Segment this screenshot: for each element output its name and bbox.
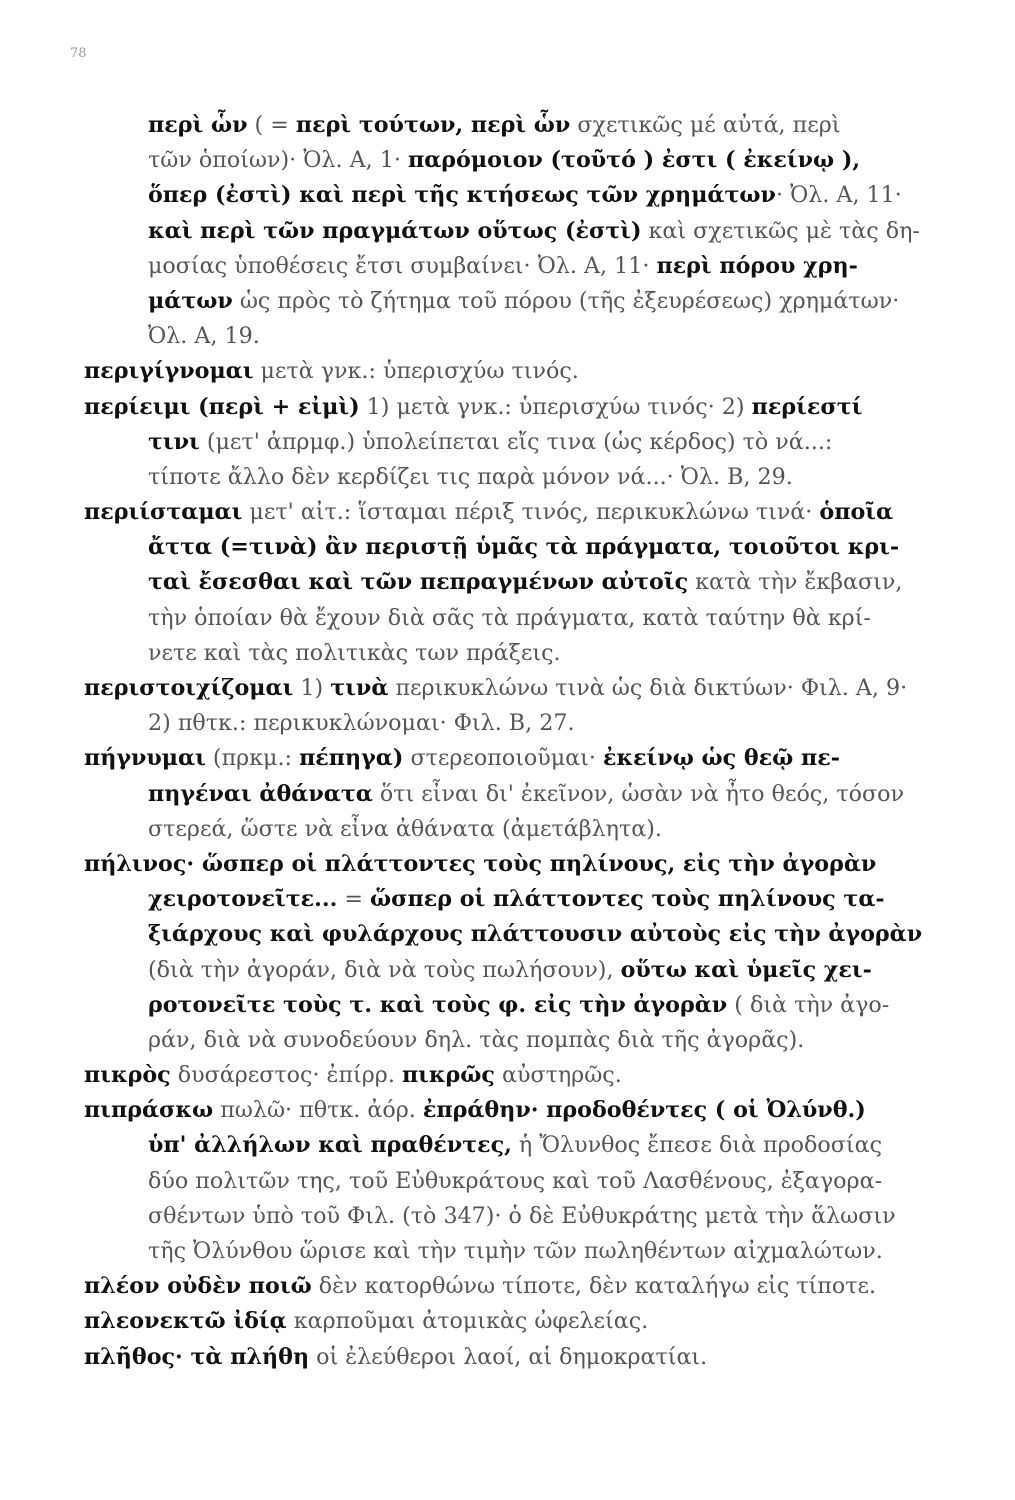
definition-text: 2) πθτκ.: περικυκλώνομαι· Φιλ. Β, 27. [148,710,575,737]
definition-text: τῆς Ὀλύνθου ὥρισε καὶ τὴν τιμὴν τῶν πωληθέντων αἰχμαλώτων. [148,1238,883,1264]
text-line [84,601,936,636]
definition-text: 1) [293,675,331,701]
text-line [84,108,936,143]
definition-text: ὡς πρὸς τὸ ζήτημα τοῦ πόρου (τῆς ἐξευρέσεως) χρημάτων· [232,287,900,314]
definition-text: ὅτι εἶναι δι' ἐκεῖνον, ὡσὰν νὰ ἦτο θεός, τόσον [372,780,904,807]
definition-text: νετε καὶ τὰς πολιτικὰς των πράξεις. [148,639,561,666]
headword-text: ἐπράθην· προδοθέντες ( οἱ Ὀλύνθ.) [422,1097,866,1124]
headword-text: ξιάρχους καὶ φυλάρχους πλάττουσιν αὐτοὺς εἰς τὴν ἀγορὰν [148,921,923,948]
text-line [84,565,936,600]
text-line [84,354,936,389]
text-line [84,1093,936,1128]
text-line [84,988,936,1023]
headword-text: περὶ τούτων, περὶ ὧν [295,112,571,138]
text-line [84,777,936,812]
headword-text: περιίσταμαι [84,499,243,526]
text-line [84,319,936,354]
text-line [84,882,936,917]
definition-text: (διὰ τὴν ἀγοράν, διὰ νὰ τοὺς πωλήσουν), [148,956,621,983]
headword-text: πιπράσκω [84,1097,214,1124]
text-line [84,917,936,952]
definition-text: τῶν ὁποίων)· Ὀλ. Α, 1· [148,147,408,174]
headword-text: πλῆθος· τὰ πλήθη [84,1343,310,1370]
definition-text: δυσάρεστος· ἐπίρρ. [170,1062,402,1089]
headword-text: ροτονεῖτε τοὺς τ. καὶ τοὺς φ. εἰς τὴν ἀγορὰν [148,991,728,1018]
definition-text: · Ὀλ. Α, 11· [775,182,902,209]
definition-text: μετ' αἰτ.: ἵσταμαι πέριξ τινός, περικυκλώνω τινά· [242,499,820,526]
definition-text: καρποῦμαι ἀτομικὰς ὠφελείας. [286,1308,649,1335]
text-line [84,741,936,776]
text-line [84,1199,936,1234]
headword-text: ὑπ' ἀλλήλων καὶ πραθέντες, [148,1132,512,1159]
text-line [84,812,936,847]
text-line [84,214,936,249]
headword-text: πέπηγα) [299,745,404,772]
text-line [84,425,936,460]
definition-text: 1) μετὰ γνκ.: ὑπερισχύω τινός· 2) [359,393,752,420]
headword-text: περιστοιχίζομαι [84,675,294,701]
definition-text: στερεά, ὥστε νὰ εἶνα ἀθάνατα (ἀμετάβλητα). [148,815,662,842]
headword-text: περίειμι (περὶ + εἰμὶ) [84,393,360,420]
definition-text: (πρκμ.: [205,745,300,772]
headword-text: ὥσπερ οἱ πλάττοντες τοὺς πηλίνους τα- [370,886,885,913]
definition-text: ράν, διὰ νὰ συνοδεύουν δηλ. τὰς πομπὰς διὰ τῆς ἀγορᾶς). [148,1026,805,1053]
text-line [84,671,936,706]
definition-text: = [337,886,371,913]
headword-text: καὶ περὶ τῶν πραγμάτων οὕτως (ἐστὶ) [148,217,642,244]
definition-text: αὐστηρῶς. [494,1062,622,1089]
headword-text: μάτων [148,287,233,314]
text-line [84,1128,936,1163]
text-line [84,1304,936,1339]
headword-text: περὶ ὧν [148,112,248,138]
headword-text: οὕτω καὶ ὑμεῖς χει- [620,956,872,983]
headword-text: περὶ πόρου χρη- [656,252,858,279]
text-line [84,1340,936,1375]
definition-text: σθέντων ὑπὸ τοῦ Φιλ. (τὸ 347)· ὁ δὲ Εὐθυκράτης μετὰ τὴν ἅλωσιν [148,1202,896,1229]
text-line [84,1269,936,1304]
text-line [84,953,936,988]
definition-text: πωλῶ· πθτκ. ἀόρ. [213,1097,423,1124]
definition-text: (μετ' ἀπρμφ.) ὑπολείπεται εἴς τινα (ὡς κέρδος) τὸ νά...: [199,428,833,455]
definition-text: κατὰ τὴν ἔκβασιν, [688,569,903,596]
text-line [84,495,936,530]
definition-text: περικυκλώνω τινὰ ὡς διὰ δικτύων· Φιλ. Α, 9· [388,675,908,701]
definition-text: τὴν ὁποίαν θὰ ἔχουν διὰ σᾶς τὰ πράγματα, κατὰ ταύτην θὰ κρί- [148,604,871,631]
text-line [84,1164,936,1199]
text-line [84,1058,936,1093]
definition-text: δὲν κατορθώνω τίποτε, δὲν καταλήγω εἰς τίποτε. [311,1273,877,1300]
text-line [84,636,936,671]
headword-text: πήγνυμαι [84,745,206,772]
definition-text: ( διὰ τὴν ἀγο- [727,991,890,1018]
headword-text: πικρῶς [401,1062,495,1089]
definition-text: δύο πολιτῶν της, τοῦ Εὐθυκράτους καὶ τοῦ Λασθένους, ἐξαγορα- [148,1167,883,1194]
text-line [84,847,936,882]
headword-text: περίεστί [751,393,863,420]
headword-text: πλέον οὐδὲν ποιῶ [84,1273,312,1300]
headword-text: ἄττα (=τινὰ) ἂν περιστῇ ὑμᾶς τὰ πράγματα, τοιοῦτοι κρι- [148,534,900,561]
text-line [84,143,936,178]
definition-text: Ὀλ. Α, 19. [148,323,260,350]
definition-text: οἱ ἐλεύθεροι λαοί, αἱ δημοκρατίαι. [309,1343,708,1370]
definition-text: ἡ Ὄλυνθος ἔπεσε διὰ προδοσίας [511,1132,882,1159]
headword-text: πήλινος· ὥσπερ οἱ πλάττοντες τοὺς πηλίνους, εἰς τὴν ἀγορὰν [84,850,877,877]
definition-text: μετὰ γνκ.: ὑπερισχύω τινός. [253,358,579,385]
headword-text: χειροτονεῖτε... [148,886,338,913]
headword-text: τινὰ [330,675,389,701]
text-line [84,178,936,213]
text-line [84,390,936,425]
text-line [84,1023,936,1058]
headword-text: ἐκείνῳ ὡς θεῷ πε- [602,745,840,772]
text-line [84,249,936,284]
headword-text: ὁποῖα [819,499,894,526]
page-number: 78 [70,46,87,61]
definition-text: ( = [247,112,296,138]
headword-text: ταὶ ἔσεσθαι καὶ τῶν πεπραγμένων αὐτοῖς [148,569,689,596]
headword-text: τινι [148,428,200,455]
definition-text: καὶ σχετικῶς μὲ τὰς δη- [641,217,920,244]
headword-text: περιγίγνομαι [84,358,254,385]
text-line [84,530,936,565]
dictionary-text [84,108,936,1375]
text-line [84,284,936,319]
headword-text: πικρὸς [84,1062,171,1089]
definition-text: μοσίας ὑποθέσεις ἔτσι συμβαίνει· Ὀλ. Α, 11· [148,252,657,279]
headword-text: παρόμοιον (τοῦτό ) ἐστι ( ἐκείνῳ ), [407,147,861,174]
text-line [84,1234,936,1269]
headword-text: πλεονεκτῶ ἰδίᾳ [84,1308,287,1335]
text-line [84,706,936,741]
definition-text: στερεοποιοῦμαι· [403,745,603,772]
headword-text: ὅπερ (ἐστὶ) καὶ περὶ τῆς κτήσεως τῶν χρημάτων [148,182,776,209]
definition-text: σχετικῶς μέ αὐτά, περὶ [570,112,841,138]
headword-text: πηγέναι ἀθάνατα [148,780,373,807]
definition-text: τίποτε ἄλλο δὲν κερδίζει τις παρὰ μόνον νά...· Ὀλ. Β, 29. [148,463,793,490]
text-line [84,460,936,495]
